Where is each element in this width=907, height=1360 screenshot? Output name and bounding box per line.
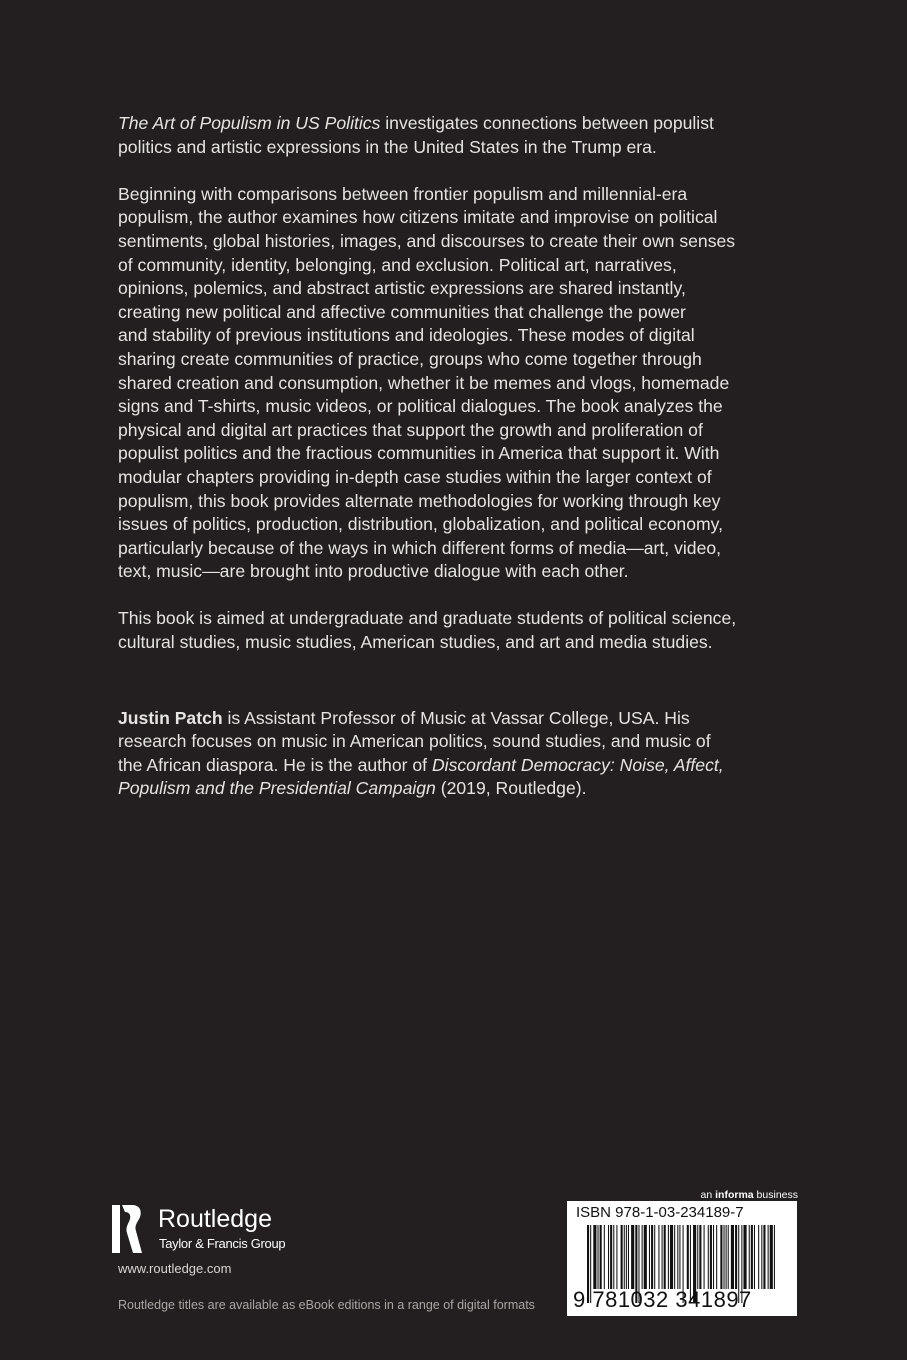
text-line bbox=[118, 730, 818, 754]
barcode-bar bbox=[708, 1225, 709, 1289]
barcode-bar bbox=[679, 1225, 680, 1289]
publisher-url[interactable]: www.routledge.com bbox=[118, 1261, 232, 1276]
barcode-bar bbox=[621, 1225, 623, 1289]
barcode-bar bbox=[664, 1225, 666, 1289]
text-line bbox=[118, 277, 818, 301]
text-line bbox=[118, 301, 818, 325]
text-line bbox=[118, 395, 818, 419]
text-segment: creating new political and affective communities that challenge the power bbox=[118, 301, 686, 322]
text-line bbox=[118, 777, 818, 801]
text-line bbox=[118, 136, 818, 160]
barcode-bar bbox=[613, 1225, 614, 1289]
barcode-bar bbox=[716, 1225, 717, 1289]
barcode-bar bbox=[770, 1225, 773, 1289]
text-segment: particularly because of the ways in which different forms of media—art, video, bbox=[118, 537, 722, 558]
text-segment: research focuses on music in American politics, sound studies, and music of bbox=[118, 731, 711, 752]
text-line bbox=[118, 490, 818, 514]
barcode-bar bbox=[662, 1225, 663, 1289]
barcode-bar bbox=[604, 1225, 605, 1289]
barcode-bar bbox=[754, 1225, 755, 1289]
informa-prefix: an bbox=[700, 1189, 716, 1201]
text-segment: modular chapters providing in-depth case studies within the larger context of bbox=[118, 466, 712, 487]
italic-title: Populism and the Presidential Campaign bbox=[118, 778, 436, 799]
isbn-number: ISBN 978-1-03-234189-7 bbox=[576, 1204, 744, 1221]
text-line bbox=[118, 112, 818, 136]
text-segment: investigates connections between populist bbox=[380, 113, 714, 133]
barcode-bar bbox=[677, 1225, 678, 1289]
text-segment: signs and T-shirts, music videos, or political dialogues. The book analyzes the bbox=[118, 396, 723, 417]
text-line bbox=[118, 607, 818, 631]
text-line bbox=[118, 707, 818, 731]
text-segment: the African diaspora. He is the author of bbox=[118, 754, 432, 775]
barcode-bar bbox=[600, 1225, 602, 1289]
text-line bbox=[118, 754, 818, 778]
text-line bbox=[118, 560, 818, 584]
text-line bbox=[118, 466, 818, 490]
publisher-name: Routledge bbox=[158, 1205, 272, 1233]
barcode-bar bbox=[668, 1225, 669, 1289]
text-line bbox=[118, 631, 818, 655]
barcode-bar bbox=[724, 1225, 725, 1289]
routledge-r-logo-icon bbox=[112, 1203, 142, 1255]
barcode-bar bbox=[731, 1225, 734, 1289]
text-line bbox=[118, 537, 818, 561]
barcode-bar bbox=[726, 1225, 727, 1289]
barcode-bar bbox=[704, 1225, 705, 1289]
blurb-paragraph bbox=[118, 607, 818, 654]
author-bio bbox=[118, 707, 818, 801]
text-line bbox=[118, 183, 818, 207]
text-line bbox=[118, 442, 818, 466]
ebook-note: Routledge titles are available as eBook editions in a range of digital formats bbox=[118, 1298, 535, 1312]
barcode-bar bbox=[654, 1225, 655, 1289]
informa-bold: informa bbox=[715, 1189, 754, 1201]
barcode-bar bbox=[616, 1225, 617, 1289]
text-segment: populist politics and the fractious communities in America that support it. With bbox=[118, 443, 720, 464]
barcode-bar bbox=[624, 1225, 625, 1289]
barcode-bar bbox=[713, 1225, 714, 1289]
barcode-bar bbox=[608, 1225, 609, 1289]
text-segment: text, music—are brought into productive dialogue with each other. bbox=[118, 561, 629, 582]
barcode-bar bbox=[763, 1225, 765, 1289]
barcode-bar bbox=[761, 1225, 762, 1289]
italic-title: The Art of Populism in US Politics bbox=[118, 113, 381, 133]
text-line bbox=[118, 348, 818, 372]
text-segment: and stability of previous institutions and ideologies. These modes of digital bbox=[118, 325, 695, 346]
text-segment: politics and artistic expressions in the United States in the Trump era. bbox=[118, 136, 657, 157]
text-segment: shared creation and consumption, whether it be memes and vlogs, homemade bbox=[118, 372, 730, 393]
blurb-paragraph bbox=[118, 112, 818, 159]
barcode-bar bbox=[735, 1225, 737, 1289]
barcode-bar bbox=[749, 1225, 750, 1289]
barcode-bar bbox=[593, 1225, 596, 1289]
barcode-bar bbox=[758, 1225, 759, 1289]
barcode-bar bbox=[649, 1225, 650, 1289]
author-name: Justin Patch bbox=[118, 707, 223, 728]
text-segment: opinions, polemics, and abstract artistic expressions are shared instantly, bbox=[118, 278, 686, 299]
text-segment: sentiments, global histories, images, and discourses to create their own senses bbox=[118, 230, 736, 251]
barcode-bar bbox=[674, 1225, 675, 1289]
text-line bbox=[118, 230, 818, 254]
text-segment: is Assistant Professor of Music at Vassar College, USA. His bbox=[222, 707, 690, 728]
text-segment: sharing create communities of practice, groups who come together through bbox=[118, 348, 702, 369]
informa-suffix: business bbox=[753, 1189, 798, 1201]
text-segment: This book is aimed at undergraduate and graduate students of political science, bbox=[118, 608, 737, 629]
text-segment: physical and digital art practices that support the growth and proliferation of bbox=[118, 419, 703, 440]
barcode-bar bbox=[610, 1225, 612, 1289]
barcode-bar bbox=[710, 1225, 712, 1289]
barcode-bar bbox=[658, 1225, 659, 1289]
barcode-bar bbox=[728, 1225, 729, 1289]
text-segment: (2019, Routledge). bbox=[435, 778, 587, 799]
text-segment: Beginning with comparisons between frontier populism and millennial-era bbox=[118, 183, 688, 204]
barcode-bar bbox=[644, 1225, 647, 1289]
isbn-barcode bbox=[567, 1201, 797, 1316]
text-line bbox=[118, 419, 818, 443]
barcode-bar bbox=[631, 1225, 634, 1289]
text-line bbox=[118, 324, 818, 348]
publisher-group: Taylor & Francis Group bbox=[159, 1236, 286, 1251]
barcode-bar bbox=[687, 1225, 689, 1289]
barcode-bar bbox=[699, 1225, 701, 1289]
text-segment: cultural studies, music studies, American studies, and art and media studies. bbox=[118, 632, 713, 653]
text-line bbox=[118, 206, 818, 230]
barcode-bar bbox=[670, 1225, 673, 1289]
barcode-bar bbox=[598, 1225, 599, 1289]
barcode-bar bbox=[628, 1225, 629, 1289]
barcode-bar bbox=[743, 1225, 746, 1289]
text-segment: of community, identity, belonging, and exclusion. Political art, narratives, bbox=[118, 254, 677, 275]
text-segment: populism, the author examines how citizens imitate and improvise on political bbox=[118, 207, 718, 228]
barcode-bar bbox=[768, 1225, 769, 1289]
text-line bbox=[118, 254, 818, 278]
barcode-bar bbox=[626, 1225, 627, 1289]
italic-title: Discordant Democracy: Noise, Affect, bbox=[431, 754, 724, 775]
text-line bbox=[118, 372, 818, 396]
back-cover-blurb bbox=[118, 112, 818, 825]
barcode-bar bbox=[751, 1225, 753, 1289]
barcode-bar bbox=[651, 1225, 653, 1289]
barcode-bar bbox=[774, 1225, 775, 1289]
barcode-bar bbox=[697, 1225, 698, 1289]
blurb-paragraph bbox=[118, 183, 818, 584]
informa-business-label bbox=[701, 1189, 798, 1201]
barcode-bar bbox=[642, 1225, 643, 1289]
text-line bbox=[118, 513, 818, 537]
barcode-digits: 9 781032 341897 bbox=[573, 1287, 752, 1312]
text-segment: populism, this book provides alternate methodologies for working through key bbox=[118, 490, 721, 511]
barcode-bar bbox=[720, 1225, 722, 1289]
text-segment: issues of politics, production, distribution, globalization, and political economy, bbox=[118, 514, 724, 535]
